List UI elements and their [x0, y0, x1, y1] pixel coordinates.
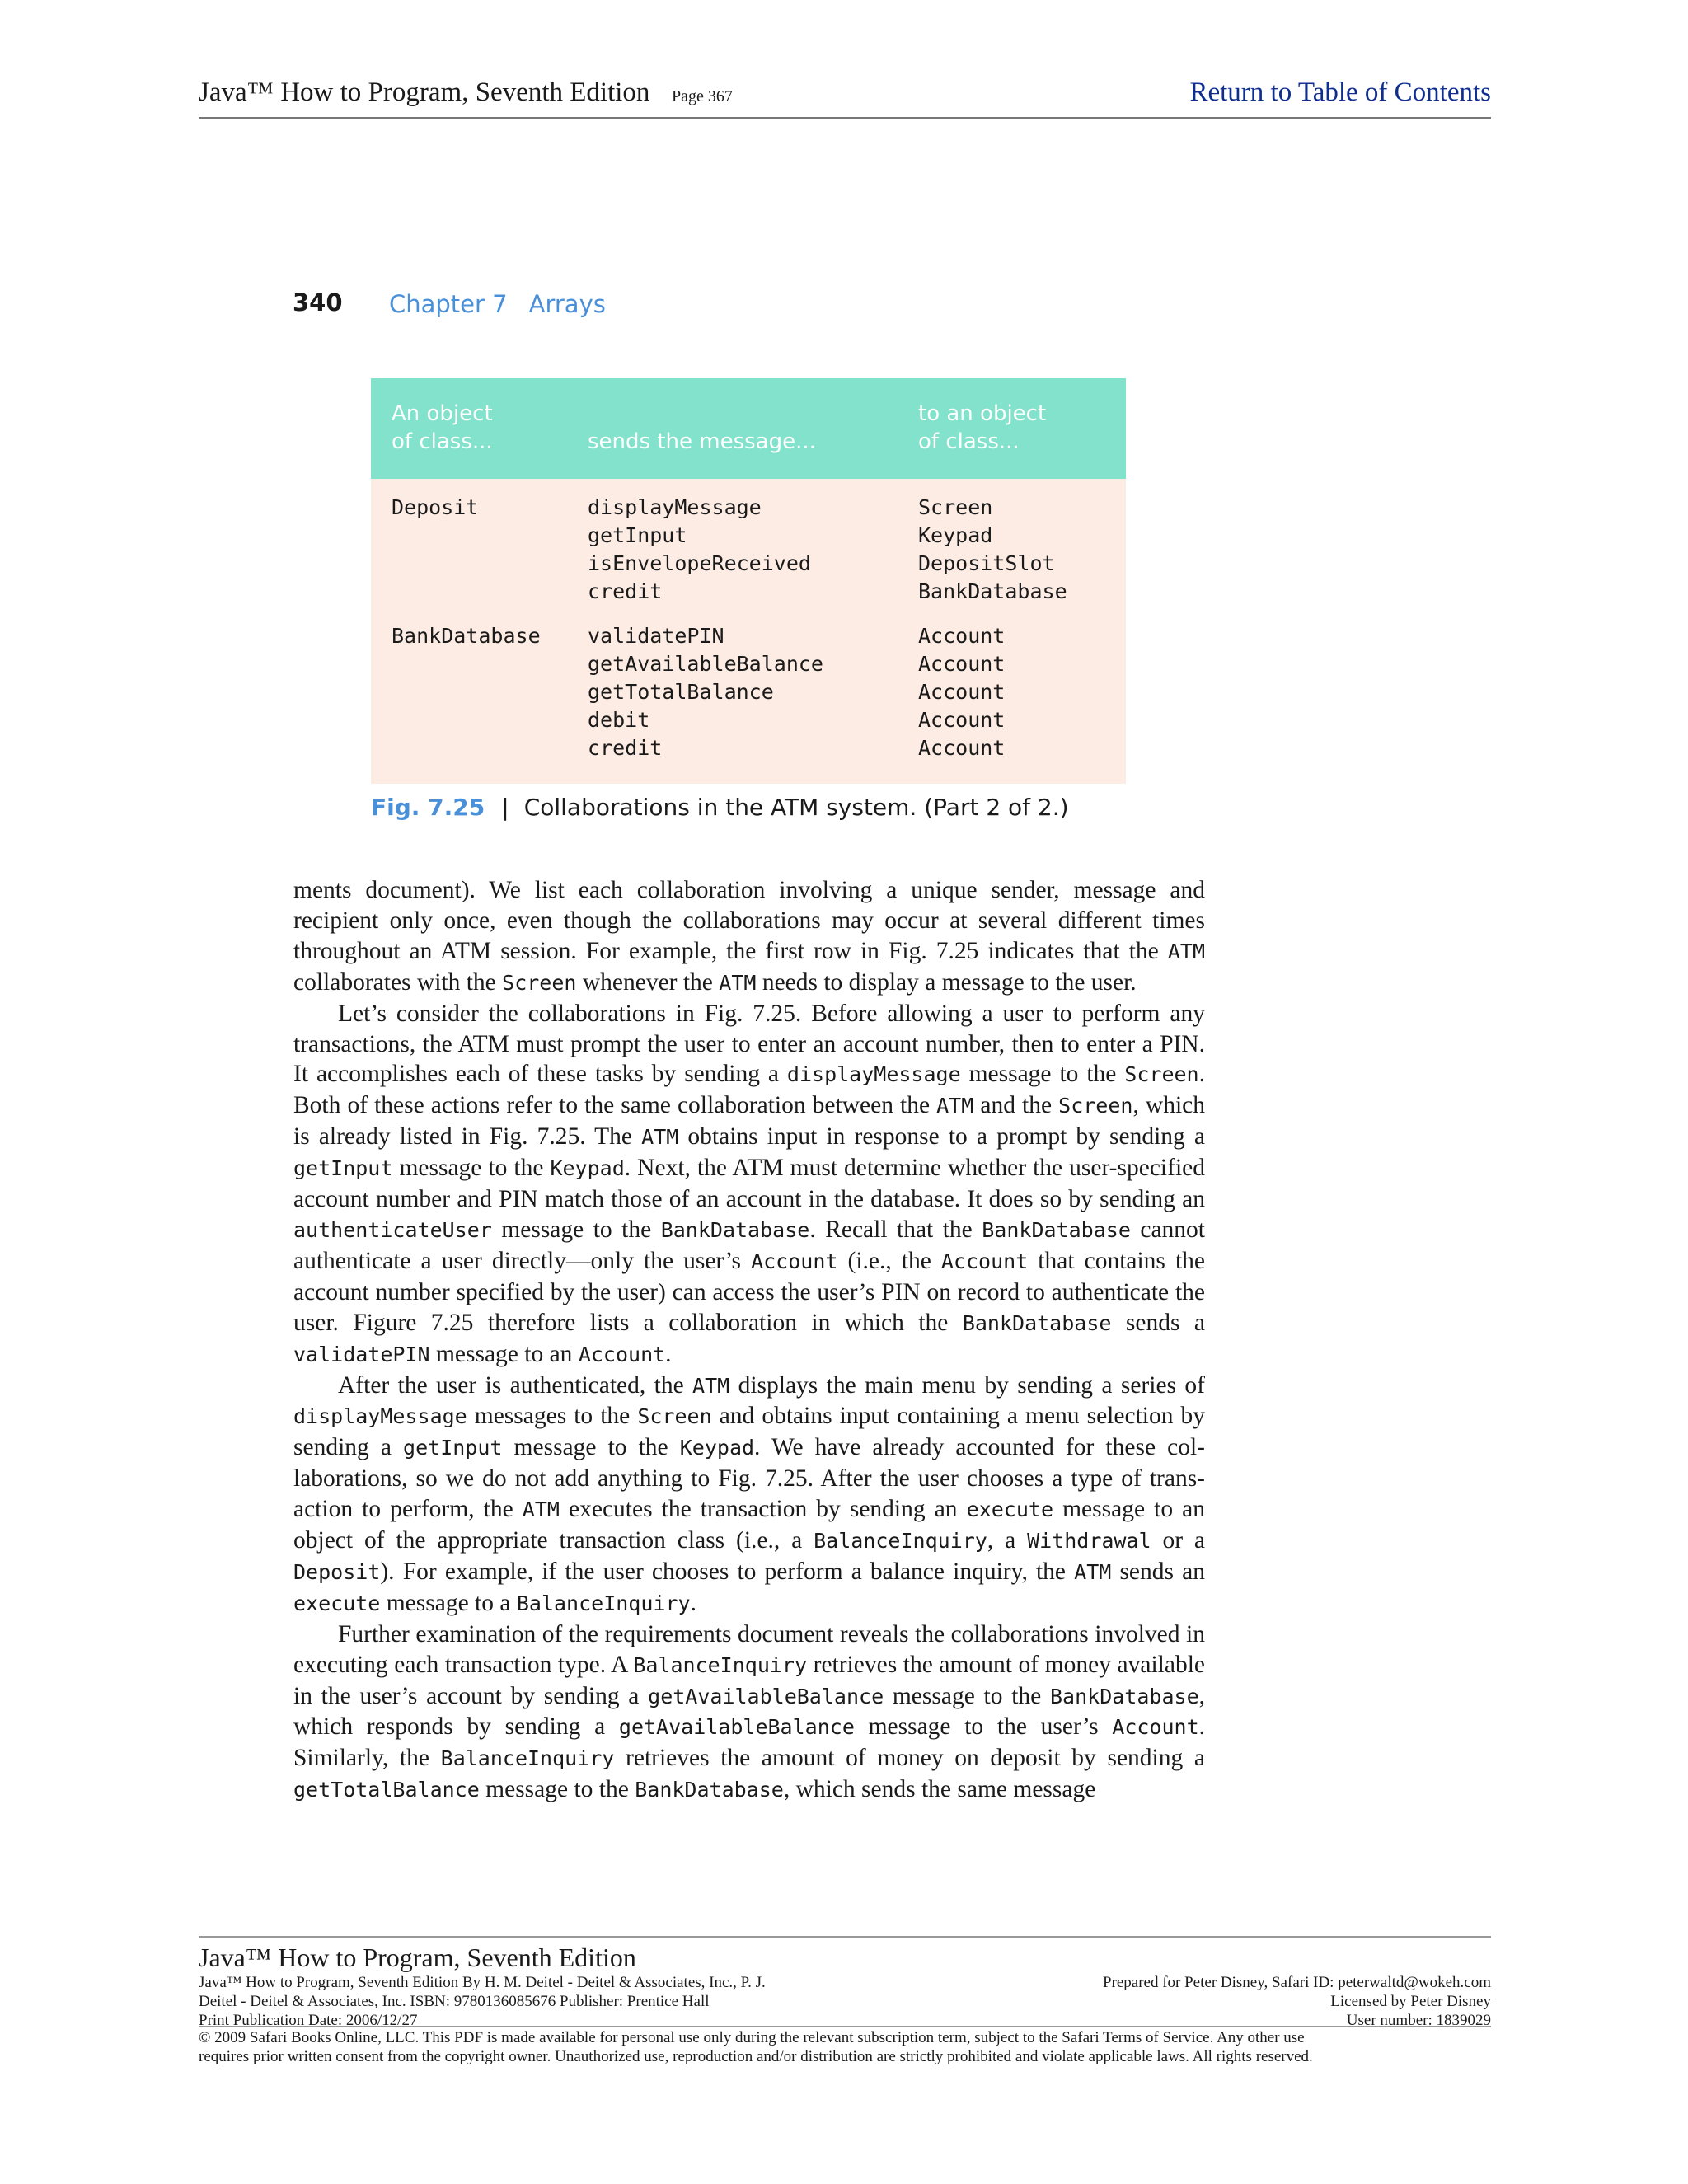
page-footer — [199, 1936, 1491, 2065]
paragraph — [293, 1619, 1205, 1806]
inline-code: Keypad — [679, 1436, 755, 1460]
inline-code: Account — [1112, 1715, 1199, 1740]
inline-code: Account — [578, 1342, 666, 1366]
table-receiver-cell: Account — [918, 652, 1006, 676]
inline-code: Account — [751, 1249, 838, 1273]
text-run: and obtains input containing a menu selection by sending a — [293, 1403, 1205, 1461]
text-run: . Recall that the — [809, 1216, 982, 1243]
text-run: ). For example, if the user chooses to perform a balance inquiry, the — [380, 1558, 1075, 1585]
header-sender-line2: of class... — [392, 429, 493, 454]
text-run: , a — [987, 1527, 1028, 1554]
inline-code: getTotalBalance — [293, 1778, 480, 1802]
footer-left-line: Print Publication Date: 2006/12/27 — [199, 2012, 418, 2029]
footer-divider — [199, 2026, 1491, 2027]
table-message-cell: getTotalBalance — [588, 680, 774, 704]
header-sender-line1: An object — [392, 401, 493, 426]
inline-code: getAvailableBalance — [648, 1684, 884, 1708]
inline-code: BalanceInquiry — [633, 1652, 808, 1677]
inline-code: displayMessage — [293, 1404, 467, 1429]
inline-code: Deposit — [293, 1559, 381, 1584]
text-run: retrieves the amount of money available in the user’s account by sending a — [293, 1651, 1205, 1709]
header-sender — [392, 400, 493, 456]
page-header — [199, 74, 1491, 119]
table-receiver-cell: Account — [918, 736, 1006, 760]
header-message: sends the message... — [588, 429, 816, 454]
header-receiver-line2: of class... — [918, 429, 1020, 454]
inline-code: BankDatabase — [660, 1217, 810, 1242]
table-message-cell: getAvailableBalance — [588, 652, 823, 676]
text-run: cannot authenticate a user directly—only the user’s — [293, 1216, 1205, 1274]
footer-title: Java™ How to Program, Seventh Edition — [199, 1943, 636, 1972]
footer-right-line: Licensed by Peter Disney — [1330, 1993, 1491, 2010]
inline-code: authenticateUser — [293, 1217, 492, 1242]
table-receiver-cell: Screen — [918, 495, 993, 519]
text-run: . — [690, 1589, 696, 1616]
table-header — [371, 378, 1126, 479]
text-run: , which is already listed in Fig. 7.25. The — [293, 1092, 1205, 1151]
text-run: sends an — [1111, 1558, 1205, 1585]
inline-code: ATM — [1074, 1559, 1112, 1584]
text-run: . We have already accounted for these col-laborations, so we do not add anything to Fig. 7.25. After the user chooses a type of trans-action to perform, the — [293, 1434, 1205, 1523]
inline-code: getInput — [403, 1436, 503, 1460]
table-receiver-cell: Account — [918, 624, 1006, 648]
header-book-title: Java™ How to Program, Seventh Edition — [199, 77, 650, 107]
text-run: message to an object of the appropriate transaction class (i.e., a — [293, 1496, 1205, 1554]
inline-code: getAvailableBalance — [618, 1715, 855, 1740]
inline-code: ATM — [1167, 939, 1205, 963]
text-run: message to the — [960, 1061, 1125, 1088]
table-receiver-cell: Keypad — [918, 523, 993, 547]
footer-right-line: User number: 1839029 — [1346, 2012, 1491, 2029]
inline-code: Screen — [1124, 1062, 1199, 1087]
caption-text: Collaborations in the ATM system. (Part 2 of 2.) — [523, 794, 1069, 821]
text-run: message to the — [884, 1682, 1050, 1709]
inline-code: Screen — [502, 970, 577, 995]
text-run: displays the main menu by sending a series of — [729, 1371, 1205, 1399]
table-receiver-cell: BankDatabase — [918, 579, 1067, 603]
text-run: collaborates with the — [293, 968, 503, 996]
table-message-cell: getInput — [588, 523, 687, 547]
inline-code: Keypad — [550, 1156, 625, 1181]
table-receiver-cell: Account — [918, 680, 1006, 704]
paragraph — [293, 875, 1205, 999]
text-run: obtains input in response to a prompt by sending a — [678, 1123, 1205, 1151]
footer-right-line: Prepared for Peter Disney, Safari ID: peterwaltd@wokeh.com — [1102, 1974, 1491, 1991]
table-sender-cell: BankDatabase — [392, 624, 541, 648]
text-run: that contains the account number specified by the user) can access the user’s PIN on record to authenticate the user. Figure 7.25 therefore lists a collaboration in which the — [293, 1247, 1205, 1336]
text-run: , which sends the same message — [783, 1776, 1096, 1803]
inline-code: Account — [940, 1249, 1029, 1273]
paragraph — [293, 1371, 1205, 1619]
text-run: needs to display a message to the user. — [756, 968, 1137, 996]
text-run: After the user is authenticated, the — [338, 1371, 693, 1399]
text-run: . Similarly, the — [293, 1713, 1205, 1772]
page-number: 340 — [293, 288, 343, 316]
inline-code: displayMessage — [786, 1062, 961, 1087]
inline-code: ATM — [522, 1497, 560, 1522]
inline-code: BankDatabase — [635, 1778, 784, 1802]
chapter-heading — [389, 290, 627, 318]
text-run: Let’s consider the collaborations in Fig. 7.25. Before allowing a user to perform any transactions, the ATM must prompt the user to enter an account number, then to enter a PIN. It accomplishes each of these tasks by sending a — [293, 1000, 1205, 1088]
table-receiver-cell: DepositSlot — [918, 551, 1055, 575]
table-sender-cell: Deposit — [392, 495, 479, 519]
header-receiver — [918, 400, 1046, 456]
text-run: message to the — [491, 1216, 661, 1243]
inline-code: BalanceInquiry — [440, 1746, 615, 1771]
copyright-line: © 2009 Safari Books Online, LLC. This PDF is made available for personal use only during the relevant subscription term, subject to the Safari Terms of Service. Any other use — [199, 2029, 1305, 2046]
text-run: retrieves the amount of money on deposit by sending a — [614, 1745, 1205, 1772]
inline-code: execute — [293, 1591, 381, 1615]
text-run: message to a — [380, 1589, 517, 1616]
inline-code: ATM — [936, 1094, 974, 1118]
text-run: (i.e., the — [837, 1247, 941, 1274]
inline-code: BalanceInquiry — [516, 1591, 691, 1615]
inline-code: ATM — [641, 1125, 679, 1150]
table-message-cell: credit — [588, 736, 663, 760]
chapter-label: Chapter 7 — [389, 290, 508, 318]
text-run: and the — [973, 1092, 1059, 1119]
table-message-cell: displayMessage — [588, 495, 762, 519]
inline-code: BalanceInquiry — [814, 1529, 987, 1554]
copyright-line: requires prior written consent from the copyright owner. Unauthorized use, reproduction and/or distribution are strictly prohibited and violate applicable laws. All rights reserved. — [199, 2048, 1313, 2065]
inline-code: execute — [966, 1497, 1054, 1522]
text-run: executes the transaction by sending an — [559, 1496, 967, 1523]
figure-label: Fig. 7.25 — [371, 794, 485, 821]
text-run: sends a — [1111, 1309, 1205, 1336]
text-run: message to the user’s — [854, 1713, 1113, 1741]
inline-code: Withdrawal — [1027, 1529, 1151, 1554]
text-run: Further examination of the requirements document reveals the collaborations involved in executing each transaction type. A — [293, 1620, 1205, 1678]
inline-code: BankDatabase — [962, 1310, 1112, 1335]
inline-code: Screen — [1058, 1094, 1133, 1118]
table-message-cell: validatePIN — [588, 624, 724, 648]
caption-separator: | — [501, 794, 509, 821]
inline-code: ATM — [719, 970, 757, 995]
inline-code: Screen — [637, 1404, 712, 1429]
text-run: messages to the — [467, 1403, 638, 1430]
paragraph — [293, 999, 1205, 1371]
header-page-label: Page 367 — [672, 87, 733, 105]
table-message-cell: isEnvelopeReceived — [588, 551, 811, 575]
text-run: message to an — [429, 1340, 579, 1367]
text-run: . — [665, 1340, 672, 1367]
inline-code: BankDatabase — [982, 1217, 1131, 1242]
footer-left-line: Java™ How to Program, Seventh Edition By H. M. Deitel - Deitel & Associates, Inc., P. J. — [199, 1974, 766, 1991]
toc-link[interactable]: Return to Table of Contents — [1189, 77, 1491, 107]
inline-code: ATM — [692, 1373, 730, 1398]
text-run: ments document). We list each collaboration involving a unique sender, message and recipient only once, even though the collaborations may occur at several different times throughout an ATM session. For example, the first row in Fig. 7.25 indicates that the — [293, 877, 1205, 964]
inline-code: BankDatabase — [1050, 1684, 1199, 1708]
text-run: message to the — [392, 1155, 551, 1182]
text-run: , which responds by sending a — [293, 1682, 1205, 1741]
header-receiver-line1: to an object — [918, 401, 1047, 426]
chapter-title: Arrays — [528, 290, 606, 318]
table-message-cell: credit — [588, 579, 663, 603]
text-run: message to the — [502, 1434, 680, 1461]
inline-code: getInput — [293, 1156, 393, 1181]
table-message-cell: debit — [588, 708, 650, 732]
footer-left-line: Deitel - Deitel & Associates, Inc. ISBN: 9780136085676 Publisher: Prentice Hall — [199, 1993, 710, 2010]
body-text — [293, 875, 1205, 1806]
text-run: whenever the — [576, 968, 720, 996]
inline-code: validatePIN — [293, 1342, 430, 1366]
figure-caption — [371, 794, 1069, 821]
table-receiver-cell: Account — [918, 708, 1006, 732]
text-run: . Next, the ATM must determine whether the user-specified account number and PIN match those of an account in the database. It does so by sending an — [293, 1155, 1205, 1213]
collaborations-table — [371, 378, 1126, 784]
text-run: message to the — [479, 1776, 635, 1803]
text-run: . Both of these actions refer to the same collaboration between the — [293, 1061, 1205, 1119]
text-run: or a — [1151, 1527, 1205, 1554]
